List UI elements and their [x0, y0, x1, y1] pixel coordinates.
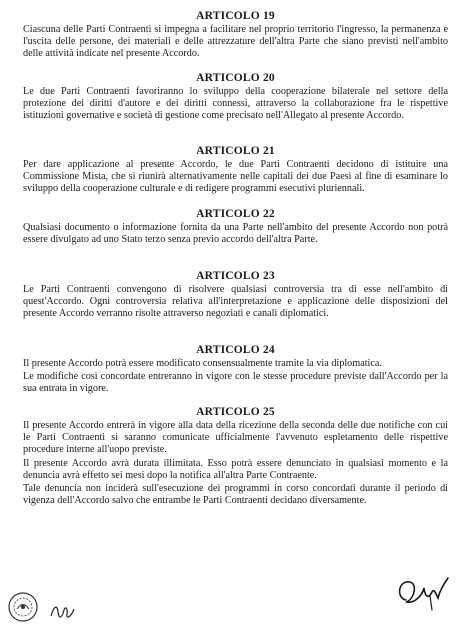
article-heading: ARTICOLO 21	[196, 145, 275, 157]
article-20	[23, 72, 448, 123]
article-19	[23, 10, 448, 61]
article-heading: ARTICOLO 25	[196, 406, 275, 418]
article-paragraph: Le Parti Contraenti convengono di risolvere qualsiasi controversia tra di esse nell'ambito di quest'Accordo. Ogni controversia relativa all'interpretazione e applicazione delle disposizioni del presente Accordo verranno risolte attraverso negoziati e canali diplomatici.	[23, 284, 448, 320]
article-paragraph: Le modifiche così concordate entreranno in vigore con le stesse procedure previste dall'Accordo per la sua entrata in vigore.	[23, 371, 448, 395]
article-heading: ARTICOLO 23	[196, 270, 275, 282]
article-heading: ARTICOLO 22	[196, 208, 275, 220]
article-paragraph: Qualsiasi documento o informazione fornita da una Parte nell'ambito del presente Accordo non potrà essere divulgato ad uno Stato terzo senza previo accordo dell'altra Parte.	[23, 222, 448, 246]
handwritten-signature	[392, 570, 454, 614]
article-heading: ARTICOLO 19	[196, 10, 275, 22]
article-heading: ARTICOLO 20	[196, 72, 275, 84]
initials-signature	[48, 600, 76, 622]
article-23	[23, 270, 448, 321]
article-paragraph: Il presente Accordo entrerà in vigore alla data della ricezione della seconda delle due notifiche con cui le Parti Contraenti si saranno comunicate ufficialmente l'avvenuto espletamento delle rispettive procedure interne all'uopo previste.	[23, 420, 448, 456]
article-paragraph: Tale denuncia non inciderà sull'esecuzione dei programmi in corso concordati durante il periodo di vigenza dell'Accordo salvo che entrambe le Parti Contraenti decidano diversamente.	[23, 483, 448, 507]
article-paragraph: Il presente Accordo potrà essere modificato consensualmente tramite la via diplomatica.	[23, 358, 382, 369]
article-24	[23, 344, 448, 396]
article-paragraph: Le due Parti Contraenti favoriranno lo sviluppo della cooperazione bilaterale nel settore della protezione dei diritti d'autore e dei diritti connessi, attraverso la collaborazione fra le rispettive istituzioni governative e società di gestione come precisato nell'Allegato al presente Accordo.	[23, 86, 448, 122]
article-paragraph: Il presente Accordo avrà durata illimitata. Esso potrà essere denunciato in qualsiasi momento e la denuncia avrà effetto sei mesi dopo la notifica all'altra Parte Contraente.	[23, 457, 448, 481]
seal-stamp	[6, 590, 40, 624]
article-21	[23, 145, 448, 196]
article-25	[23, 406, 448, 507]
article-paragraph: Ciascuna delle Parti Contraenti si impegna a facilitare nel proprio territorio l'ingresso, la permanenza e l'uscita delle persone, dei materiali e delle attrezzature dell'altra Parte che siano previsti nell'ambito delle attività indicate nel presente Accordo.	[23, 24, 448, 60]
article-22	[23, 208, 448, 246]
article-heading: ARTICOLO 24	[196, 344, 275, 356]
article-paragraph: Per dare applicazione al presente Accordo, le due Parti Contraenti decidono di istituire una Commissione Mista, che si riunirà alternativamente nelle capitali dei due Paesi al fine di esaminare lo sviluppo della cooperazione culturale e di redigere programmi esecutivi pluriennali.	[23, 159, 448, 195]
